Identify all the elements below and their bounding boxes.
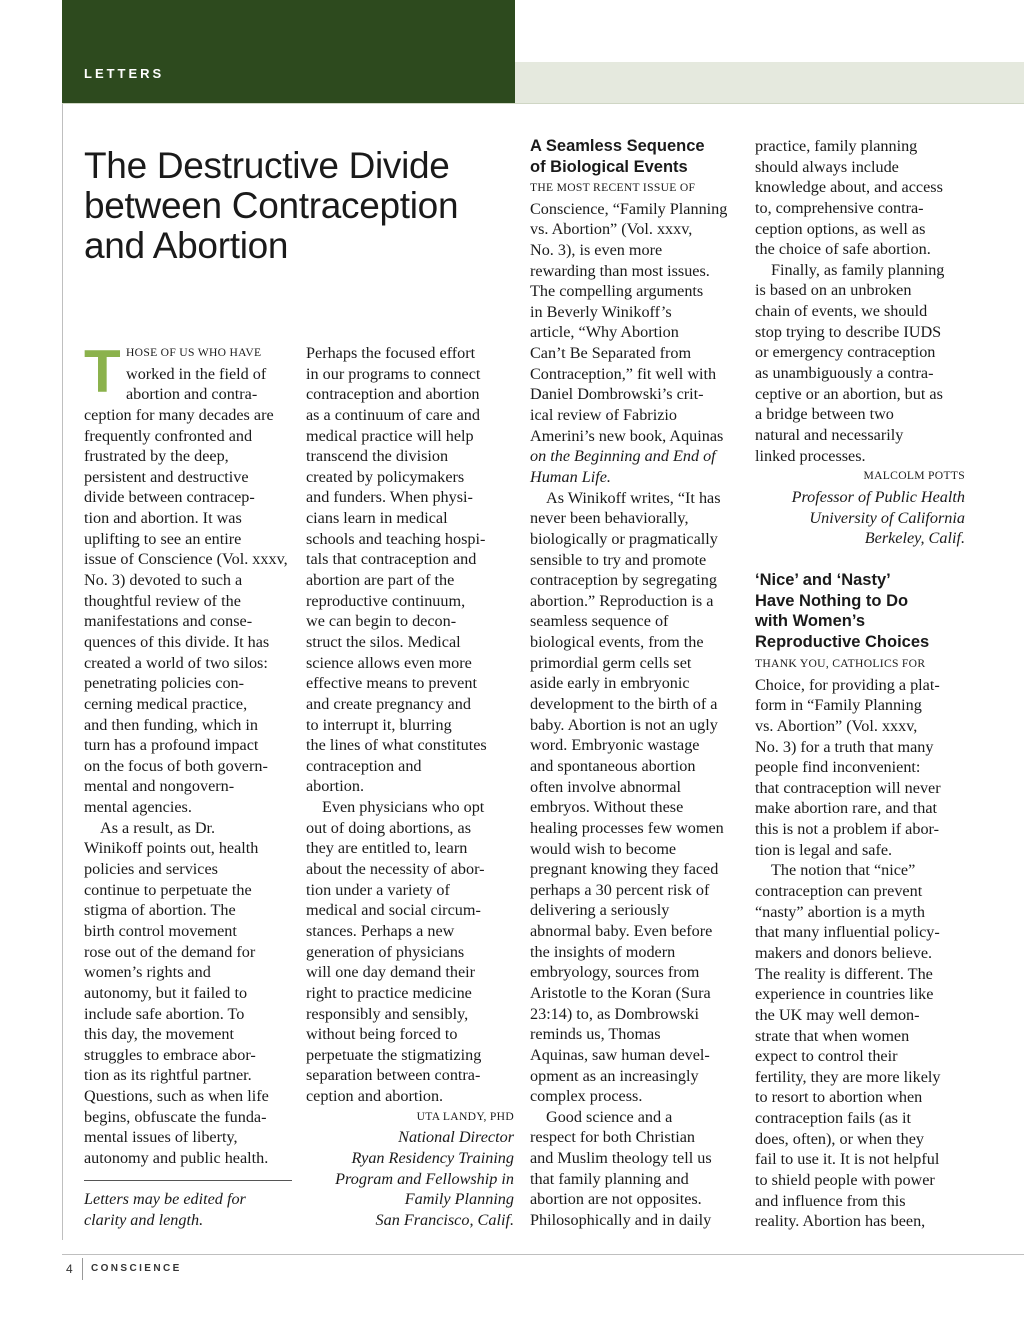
letter-heading-1 [530, 136, 705, 177]
text-line: Aristotle to the Koran (Sura [530, 983, 711, 1002]
text-line: National Director [398, 1128, 514, 1147]
text-line: abortion. [306, 777, 364, 796]
text-line: Questions, such as when life [84, 1087, 269, 1106]
text-line: turn has a profound impact [84, 736, 259, 755]
letter-column-4-top [755, 136, 965, 549]
text-line: cerning medical practice, [84, 694, 248, 713]
heading-line: with Women’s [755, 612, 866, 631]
text-line: University of California [809, 508, 965, 527]
text-line: the choice of safe abortion. [755, 240, 931, 259]
text-line: respect for both Christian [530, 1128, 695, 1147]
text-line: never been behaviorally, [530, 509, 689, 528]
text-line: created a world of two silos: [84, 653, 268, 672]
text-line: include safe abortion. To [84, 1004, 245, 1023]
text-line: persistent and destructive [84, 467, 249, 486]
text-line: people find inconvenient: [755, 758, 921, 777]
text-line: reproductive continuum, [306, 591, 466, 610]
text-line: Daniel Dombrowski’s crit- [530, 385, 704, 404]
text-line: word. Embryonic wastage [530, 736, 700, 755]
text-line: tion is legal and safe. [755, 840, 893, 859]
text-line: abortion.” Reproduction is a [530, 591, 714, 610]
text-line: is based on an unbroken [755, 281, 912, 300]
text-line: experience in countries like [755, 985, 934, 1004]
text-line: does, often), or when they [755, 1129, 925, 1148]
text-line: contraception by segregating [530, 571, 717, 590]
text-line: penetrating policies con- [84, 674, 245, 693]
text-line: The reality is different. The [755, 964, 933, 983]
text-line: makers and donors believe. [755, 943, 933, 962]
text-line: Ryan Residency Training [351, 1148, 514, 1167]
text-line: Professor of Public Health [791, 487, 965, 506]
text-line: and Muslim theology tell us [530, 1149, 712, 1168]
text-line: biologically or pragmatically [530, 529, 718, 548]
text-line: contraception and abortion [306, 385, 480, 404]
text-line: healing processes few women [530, 818, 724, 837]
text-line: Program and Fellowship in [335, 1169, 514, 1188]
text-line: aside early in embryonic [530, 674, 690, 693]
text-line: in Beverly Winikoff’s [530, 302, 672, 321]
text-line: to resort to abortion when [755, 1088, 923, 1107]
text-line: ception options, as well as [755, 219, 926, 238]
text-line: practice, family planning [755, 137, 918, 155]
text-line: stop trying to describe IUDS [755, 322, 942, 341]
footer-separator [82, 1258, 83, 1280]
text-line: embryology, sources from [530, 963, 700, 982]
text-line: the UK may well demon- [755, 1005, 920, 1024]
header-grey-band [515, 62, 1024, 104]
text-line: Contraception,” fit well with [530, 364, 717, 383]
text-line: responsibly and sensibly, [306, 1004, 469, 1023]
text-line: Winikoff points out, health [84, 839, 259, 858]
text-line: without being forced to [306, 1025, 458, 1044]
text-line: schools and teaching hospi- [306, 529, 486, 548]
text-line: that contraception will never [755, 778, 941, 797]
text-line: strate that when women [755, 1026, 910, 1045]
text-line: uplifting to see an entire [84, 529, 242, 548]
text-line: UTA LANDY, PHD [416, 1109, 514, 1123]
text-line: manifestations and conse- [84, 612, 253, 631]
heading-line: Reproductive Choices [755, 632, 930, 651]
text-line: and funders. When physi- [306, 488, 473, 507]
text-line: San Francisco, Calif. [375, 1210, 514, 1229]
text-line: baby. Abortion is not an ugly [530, 715, 718, 734]
text-line: tion under a variety of [306, 880, 450, 899]
text-line: embryos. Without these [530, 798, 684, 817]
text-line: in our programs to connect [306, 364, 481, 383]
text-line: stigma of abortion. The [84, 901, 236, 920]
text-line: development to the birth of a [530, 695, 718, 714]
text-line: As a result, as Dr. [100, 818, 216, 837]
text-line: natural and necessarily [755, 425, 904, 444]
text-line: sensible to try and promote [530, 550, 707, 569]
letter-heading-2 [755, 570, 929, 653]
text-line: Even physicians who opt [322, 798, 485, 817]
text-line: separation between contra- [306, 1066, 481, 1085]
text-line: complex process. [530, 1087, 643, 1106]
text-line: frustrated by the deep, [84, 447, 229, 466]
text-line: ception and abortion. [306, 1087, 444, 1106]
text-line: that many influential policy- [755, 923, 940, 942]
text-line: vs. Abortion” (Vol. xxxv, [530, 220, 693, 239]
text-line: stances. Perhaps a new [306, 921, 455, 940]
letter-column-1 [84, 338, 294, 1169]
text-line: and then funding, which in [84, 715, 258, 734]
text-line: ception for many decades are [84, 405, 274, 424]
text-line: 23:14) to, as Dombrowski [530, 1004, 700, 1023]
text-line: tion as its rightful partner. [84, 1066, 252, 1085]
text-line: seamless sequence of [530, 612, 669, 631]
text-line: they are entitled to, learn [306, 839, 468, 858]
letter-column-4-bottom [755, 654, 965, 1232]
text-line: as a continuum of care and [306, 405, 480, 424]
left-margin-rule [62, 104, 63, 1240]
text-line: As Winikoff writes, “It has [546, 488, 721, 507]
text-line: to, comprehensive contra- [755, 198, 924, 217]
text-line: birth control movement [84, 921, 237, 940]
text-line: medical practice will help [306, 426, 474, 445]
text-line: make abortion rare, and that [755, 799, 938, 818]
text-line: Human Life. [530, 467, 611, 486]
text-line: perhaps a 30 percent risk of [530, 880, 710, 899]
text-line: autonomy and public health. [84, 1148, 269, 1167]
text-line: delivering a seriously [530, 901, 670, 920]
text-line: issue of Conscience (Vol. xxxv, [84, 550, 288, 569]
text-line: this day, the movement [84, 1025, 235, 1044]
text-line: Perhaps the focused effort [306, 344, 476, 362]
text-line: about the necessity of abor- [306, 860, 485, 879]
text-line: Amerini’s new book, Aquinas [530, 426, 724, 445]
text-line: abortion and contra- [126, 385, 258, 404]
text-line: primordial germ cells set [530, 653, 692, 672]
text-line: begins, obfuscate the funda- [84, 1107, 267, 1126]
text-line: effective means to prevent [306, 674, 477, 693]
text-line: perpetuate the stigmatizing [306, 1045, 482, 1064]
text-line: The notion that “nice” [771, 861, 916, 880]
text-line: and spontaneous abortion [530, 756, 696, 775]
text-line: to interrupt it, blurring [306, 715, 452, 734]
text-line: contraception and [306, 756, 422, 775]
text-line: divide between contracep- [84, 488, 255, 507]
text-line: the insights of modern [530, 942, 676, 961]
text-line: Conscience, “Family Planning [530, 199, 728, 218]
letter-column-2 [306, 343, 514, 1231]
text-line: tion and abortion. It was [84, 509, 242, 528]
text-line: The compelling arguments [530, 282, 704, 301]
text-line: reminds us, Thomas [530, 1025, 661, 1044]
text-line: medical and social circum- [306, 901, 481, 920]
text-line: opment as an increasingly [530, 1066, 699, 1085]
page-number: 4 [66, 1262, 73, 1276]
text-line: biological events, from the [530, 633, 704, 652]
text-line: struggles to embrace abor- [84, 1045, 256, 1064]
text-line: abortion are not opposites. [530, 1190, 702, 1209]
text-line: often involve abnormal [530, 777, 682, 796]
text-line: tals that contraception and [306, 550, 477, 569]
text-line: out of doing abortions, as [306, 818, 472, 837]
text-line: Philosophically and in daily [530, 1211, 712, 1230]
text-line: women’s rights and [84, 963, 211, 982]
text-line: continue to perpetuate the [84, 880, 252, 899]
editor-note [84, 1189, 246, 1230]
text-line: Can’t Be Separated from [530, 344, 692, 363]
text-line: No. 3), is even more [530, 240, 663, 259]
text-line: mental and nongovern- [84, 777, 235, 796]
text-line: chain of events, we should [755, 302, 928, 321]
heading-line: A Seamless Sequence [530, 137, 705, 155]
text-line: the lines of what constitutes [306, 736, 487, 755]
text-line: mental issues of liberty, [84, 1128, 238, 1147]
text-line: fertility, they are more likely [755, 1067, 941, 1086]
text-line: contraception fails (as it [755, 1109, 911, 1128]
text-line: THE MOST RECENT ISSUE OF [530, 181, 696, 194]
text-line: article, “Why Abortion [530, 323, 679, 342]
editor-note-line: clarity and length. [84, 1210, 204, 1229]
text-line: will one day demand their [306, 963, 476, 982]
text-line: thoughtful review of the [84, 591, 241, 610]
text-line: No. 3) for a truth that many [755, 737, 934, 756]
publication-name: CONSCIENCE [91, 1263, 182, 1274]
text-line: Family Planning [404, 1190, 514, 1209]
text-line: fail to use it. It is not helpful [755, 1150, 940, 1169]
text-line: linked processes. [755, 446, 866, 465]
text-line: science allows even more [306, 653, 472, 672]
text-line: worked in the field of [126, 364, 267, 383]
text-line: rose out of the demand for [84, 942, 256, 961]
text-line: struct the silos. Medical [306, 632, 461, 651]
text-line: cians learn in medical [306, 509, 448, 528]
text-line: form in “Family Planning [755, 696, 922, 715]
text-line: reality. Abortion has been, [755, 1212, 926, 1231]
text-line: a bridge between two [755, 405, 894, 424]
text-line: transcend the division [306, 447, 449, 466]
text-line: frequently confronted and [84, 426, 253, 445]
text-line: created by policymakers [306, 467, 465, 486]
text-line: as unambiguously a contra- [755, 364, 934, 383]
text-line: and influence from this [755, 1191, 906, 1210]
text-line: right to practice medicine [306, 983, 472, 1002]
text-line: or emergency contraception [755, 343, 936, 362]
text-line: we can begin to decon- [306, 612, 457, 631]
text-line: should always include [755, 157, 899, 176]
text-line: THANK YOU, CATHOLICS FOR [755, 657, 926, 670]
text-line: this is not a problem if abor- [755, 820, 939, 839]
text-line: abortion are part of the [306, 571, 455, 590]
letter-column-3 [530, 178, 740, 1231]
text-line: MALCOLM POTTS [863, 469, 965, 483]
text-line: Finally, as family planning [771, 260, 945, 279]
text-line: abnormal baby. Even before [530, 922, 713, 941]
header-rule [62, 103, 1024, 104]
text-line: expect to control their [755, 1047, 898, 1066]
text-line: No. 3) devoted to such a [84, 571, 243, 590]
heading-line: Have Nothing to Do [755, 591, 909, 610]
header-band [62, 0, 515, 104]
text-line: and create pregnancy and [306, 694, 471, 713]
text-line: Berkeley, Calif. [864, 529, 965, 548]
text-line: vs. Abortion” (Vol. xxxv, [755, 716, 918, 735]
text-line: on the Beginning and End of [530, 447, 716, 466]
text-line: Aquinas, saw human devel- [530, 1045, 710, 1064]
text-line: mental agencies. [84, 798, 192, 817]
text-line: contraception can prevent [755, 882, 923, 901]
text-line: policies and services [84, 860, 218, 879]
text-line: ical review of Fabrizio [530, 406, 677, 425]
text-line: Choice, for providing a plat- [755, 675, 940, 694]
article-title: The Destructive Divide between Contraception and Abortion [84, 145, 459, 266]
text-line: “nasty” abortion is a myth [755, 902, 925, 921]
footer-rule [62, 1254, 1024, 1255]
text-line: generation of physicians [306, 942, 465, 961]
text-line: knowledge about, and access [755, 178, 943, 197]
note-rule [84, 1180, 292, 1181]
text-line: on the focus of both govern- [84, 756, 268, 775]
drop-cap: T [84, 338, 121, 405]
text-line: HOSE OF US WHO HAVE [126, 346, 262, 359]
text-line: would wish to become [530, 839, 677, 858]
text-line: that family planning and [530, 1169, 689, 1188]
heading-line: ‘Nice’ and ‘Nasty’ [755, 571, 891, 589]
text-line: Good science and a [546, 1107, 673, 1126]
text-line: pregnant knowing they faced [530, 860, 719, 879]
heading-line: of Biological Events [530, 157, 688, 176]
editor-note-line: Letters may be edited for [84, 1190, 246, 1208]
text-line: quences of this divide. It has [84, 632, 270, 651]
text-line: to shield people with power [755, 1171, 935, 1190]
text-line: ceptive or an abortion, but as [755, 384, 943, 403]
section-label: LETTERS [84, 66, 165, 81]
text-line: rewarding than most issues. [530, 261, 710, 280]
text-line: autonomy, but it failed to [84, 983, 248, 1002]
